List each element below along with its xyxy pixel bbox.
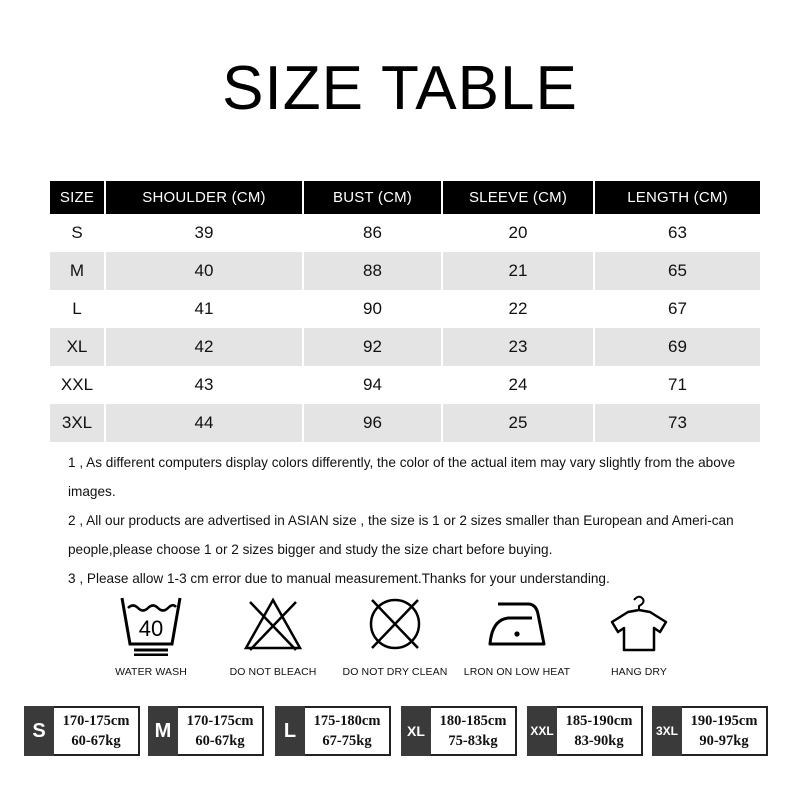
cell-sleeve: 23 <box>443 328 593 366</box>
badge-measurements <box>54 706 140 756</box>
header-size: SIZE <box>50 181 104 214</box>
cell-shoulder: 39 <box>194 223 214 242</box>
table-row <box>50 366 760 404</box>
badge-height: 170-175cm <box>62 713 130 729</box>
cell-shoulder: 44 <box>106 404 302 442</box>
care-no-bleach <box>212 592 334 682</box>
cell-shoulder: 43 <box>194 375 214 394</box>
wash-tub-40-icon <box>118 592 184 656</box>
table-row <box>50 328 760 366</box>
cell-bust: 92 <box>304 328 441 366</box>
badge-size-label: XL <box>401 706 431 756</box>
cell-sleeve: 20 <box>508 223 528 242</box>
care-label: LRON ON LOW HEAT <box>463 666 571 678</box>
table-header-row <box>50 181 760 214</box>
cell-size: M <box>50 252 104 290</box>
cell-length: 65 <box>595 252 760 290</box>
note-asian-size: 2 , All our products are advertised in ASIAN size , the size is 1 or 2 sizes smaller than European and Ameri-can people,please choose 1 or 2 sizes bigger and study the size chart before buying. <box>68 513 734 557</box>
badge-size-label: L <box>275 706 305 756</box>
badge-measurements <box>305 706 391 756</box>
badge-weight: 60-67kg <box>195 733 245 749</box>
cell-sleeve: 22 <box>508 299 528 318</box>
cell-size: XXL <box>60 375 94 394</box>
badge-height: 180-185cm <box>439 713 507 729</box>
care-label: DO NOT BLEACH <box>229 666 317 678</box>
badge-height: 175-180cm <box>313 713 381 729</box>
badge-measurements <box>682 706 768 756</box>
body-size-guide <box>24 706 776 756</box>
badge-weight: 75-83kg <box>448 733 498 749</box>
no-bleach-icon <box>240 592 306 656</box>
size-badge-3xl <box>652 706 768 756</box>
header-sleeve: SLEEVE (CM) <box>443 181 593 214</box>
size-badge-m <box>148 706 264 756</box>
table-row <box>50 252 760 290</box>
badge-size-label: 3XL <box>652 706 682 756</box>
header-length: LENGTH (CM) <box>595 181 760 214</box>
cell-shoulder: 42 <box>106 328 302 366</box>
care-no-dry-clean <box>334 592 456 682</box>
care-iron-low-heat <box>456 592 578 682</box>
care-hang-dry <box>578 592 700 682</box>
size-badge-xxl <box>527 706 643 756</box>
badge-measurements <box>178 706 264 756</box>
table-row <box>50 404 760 442</box>
cell-bust: 90 <box>363 299 382 318</box>
hang-dry-icon <box>606 592 672 656</box>
note-measurement: 3 , Please allow 1-3 cm error due to manual measurement.Thanks for your understanding. <box>68 571 610 586</box>
badge-measurements <box>431 706 517 756</box>
badge-height: 170-175cm <box>186 713 254 729</box>
cell-length: 63 <box>668 223 687 242</box>
cell-bust: 86 <box>363 223 382 242</box>
cell-size: S <box>71 223 83 242</box>
care-instructions <box>90 592 700 682</box>
cell-bust: 88 <box>304 252 441 290</box>
care-label: DO NOT DRY CLEAN <box>342 666 448 678</box>
cell-bust: 96 <box>304 404 441 442</box>
badge-weight: 90-97kg <box>699 733 749 749</box>
table-row <box>50 290 760 328</box>
cell-size: L <box>72 299 82 318</box>
badge-weight: 83-90kg <box>574 733 624 749</box>
size-badge-s <box>24 706 140 756</box>
size-table <box>48 181 762 442</box>
size-badge-l <box>275 706 391 756</box>
badge-size-label: XXL <box>527 706 557 756</box>
wash-temperature: 40 <box>138 616 164 641</box>
cell-size: 3XL <box>50 404 104 442</box>
badge-weight: 67-75kg <box>322 733 372 749</box>
care-water-wash <box>90 592 212 682</box>
cell-sleeve: 21 <box>443 252 593 290</box>
notes <box>68 448 748 593</box>
badge-size-label: S <box>24 706 54 756</box>
care-label: WATER WASH <box>115 666 187 678</box>
header-bust: BUST (CM) <box>304 181 441 214</box>
cell-length: 67 <box>668 299 687 318</box>
table-row <box>50 214 760 252</box>
cell-length: 71 <box>668 375 687 394</box>
cell-sleeve: 24 <box>508 375 528 394</box>
badge-height: 190-195cm <box>690 713 758 729</box>
iron-low-heat-icon <box>484 592 550 656</box>
badge-size-label: M <box>148 706 178 756</box>
badge-weight: 60-67kg <box>71 733 121 749</box>
cell-length: 73 <box>595 404 760 442</box>
care-label: HANG DRY <box>610 666 668 678</box>
badge-height: 185-190cm <box>565 713 633 729</box>
cell-shoulder: 41 <box>194 299 214 318</box>
cell-length: 69 <box>595 328 760 366</box>
cell-shoulder: 40 <box>106 252 302 290</box>
size-badge-xl <box>401 706 517 756</box>
cell-size: XL <box>50 328 104 366</box>
header-shoulder: SHOULDER (CM) <box>106 181 302 214</box>
cell-bust: 94 <box>363 375 382 394</box>
page-title: SIZE TABLE <box>222 54 578 123</box>
badge-measurements <box>557 706 643 756</box>
cell-sleeve: 25 <box>443 404 593 442</box>
no-dry-clean-icon <box>362 592 428 656</box>
note-color: 1 , As different computers display colors differently, the color of the actual item may vary slightly from the above images. <box>68 455 736 499</box>
